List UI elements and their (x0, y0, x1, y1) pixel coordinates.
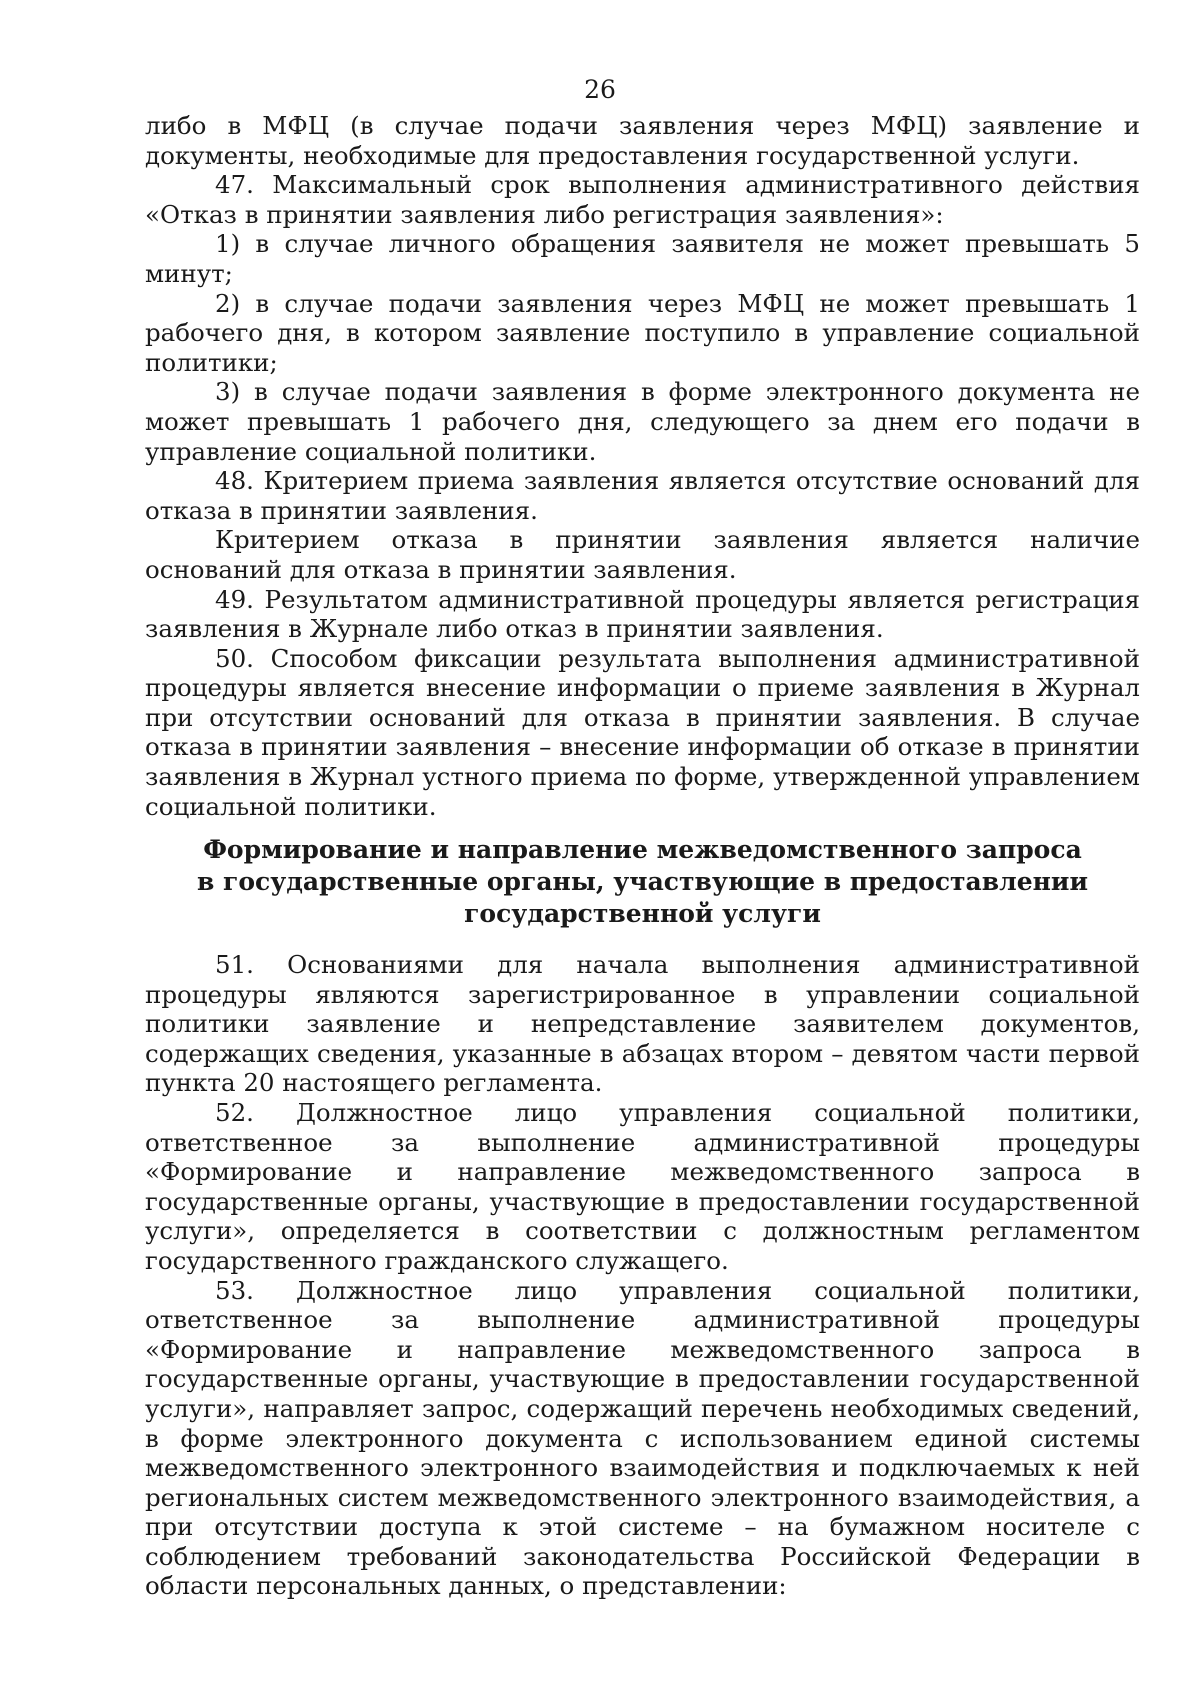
text-block-top (145, 111, 1140, 821)
paragraph-53: 53. Должностное лицо управления социальной политики, ответственное за выполнение административной процедуры «Формирование и направление межведомственного запроса в государственные органы, участвующие в предоставлении государственной услуги», направляет запрос, содержащий перечень необходимых сведений, в форме электронного документа с использованием единой системы межведомственного электронного взаимодействия и подключаемых к ней региональных систем межведомственного электронного взаимодействия, а при отсутствии доступа к этой системе – на бумажном носителе с соблюдением требований законодательства Российской Федерации в области персональных данных, о представлении: (145, 1275, 1140, 1601)
paragraph-continuation: либо в МФЦ (в случае подачи заявления через МФЦ) заявление и документы, необходимые для предоставления государственной услуги. (145, 111, 1140, 170)
paragraph-47-item-2: 2) в случае подачи заявления через МФЦ не может превышать 1 рабочего дня, в котором заявление поступило в управление социальной политики; (145, 288, 1140, 377)
paragraph-47: 47. Максимальный срок выполнения административного действия «Отказ в принятии заявления либо регистрация заявления»: (145, 170, 1140, 229)
page-number: 26 (584, 75, 616, 104)
section-heading (145, 834, 1140, 930)
paragraph-48-refusal-criterion: Критерием отказа в принятии заявления является наличие оснований для отказа в принятии заявления. (145, 525, 1140, 584)
paragraph-47-item-1: 1) в случае личного обращения заявителя не может превышать 5 минут; (145, 229, 1140, 288)
section-heading-line-1: Формирование и направление межведомственного запроса (203, 835, 1082, 864)
paragraph-51: 51. Основаниями для начала выполнения административной процедуры являются зарегистрированное в управлении социальной политики заявление и непредставление заявителем документов, содержащих сведения, указанные в абзацах втором – девятом части первой пункта 20 настоящего регламента. (145, 950, 1140, 1098)
section-heading-line-2: в государственные органы, участвующие в предоставлении (196, 867, 1089, 896)
paragraph-50: 50. Способом фиксации результата выполнения административной процедуры является внесение информации о приеме заявления в Журнал при отсутствии оснований для отказа в принятии заявления. В случае отказа в принятии заявления – внесение информации об отказе в принятии заявления в Журнал устного приема по форме, утвержденной управлением социальной политики. (145, 643, 1140, 821)
paragraph-48: 48. Критерием приема заявления является отсутствие оснований для отказа в принятии заявления. (145, 466, 1140, 525)
paragraph-49: 49. Результатом административной процедуры является регистрация заявления в Журнале либо отказ в принятии заявления. (145, 584, 1140, 644)
section-heading-line-3: государственной услуги (464, 899, 821, 928)
text-block-bottom (145, 950, 1140, 1601)
paragraph-52: 52. Должностное лицо управления социальной политики, ответственное за выполнение административной процедуры «Формирование и направление межведомственного запроса в государственные органы, участвующие в предоставлении государственной услуги», определяется в соответствии с должностным регламентом государственного гражданского служащего. (145, 1097, 1140, 1275)
paragraph-47-item-3: 3) в случае подачи заявления в форме электронного документа не может превышать 1 рабочего дня, следующего за днем его подачи в управление социальной политики. (145, 377, 1140, 466)
